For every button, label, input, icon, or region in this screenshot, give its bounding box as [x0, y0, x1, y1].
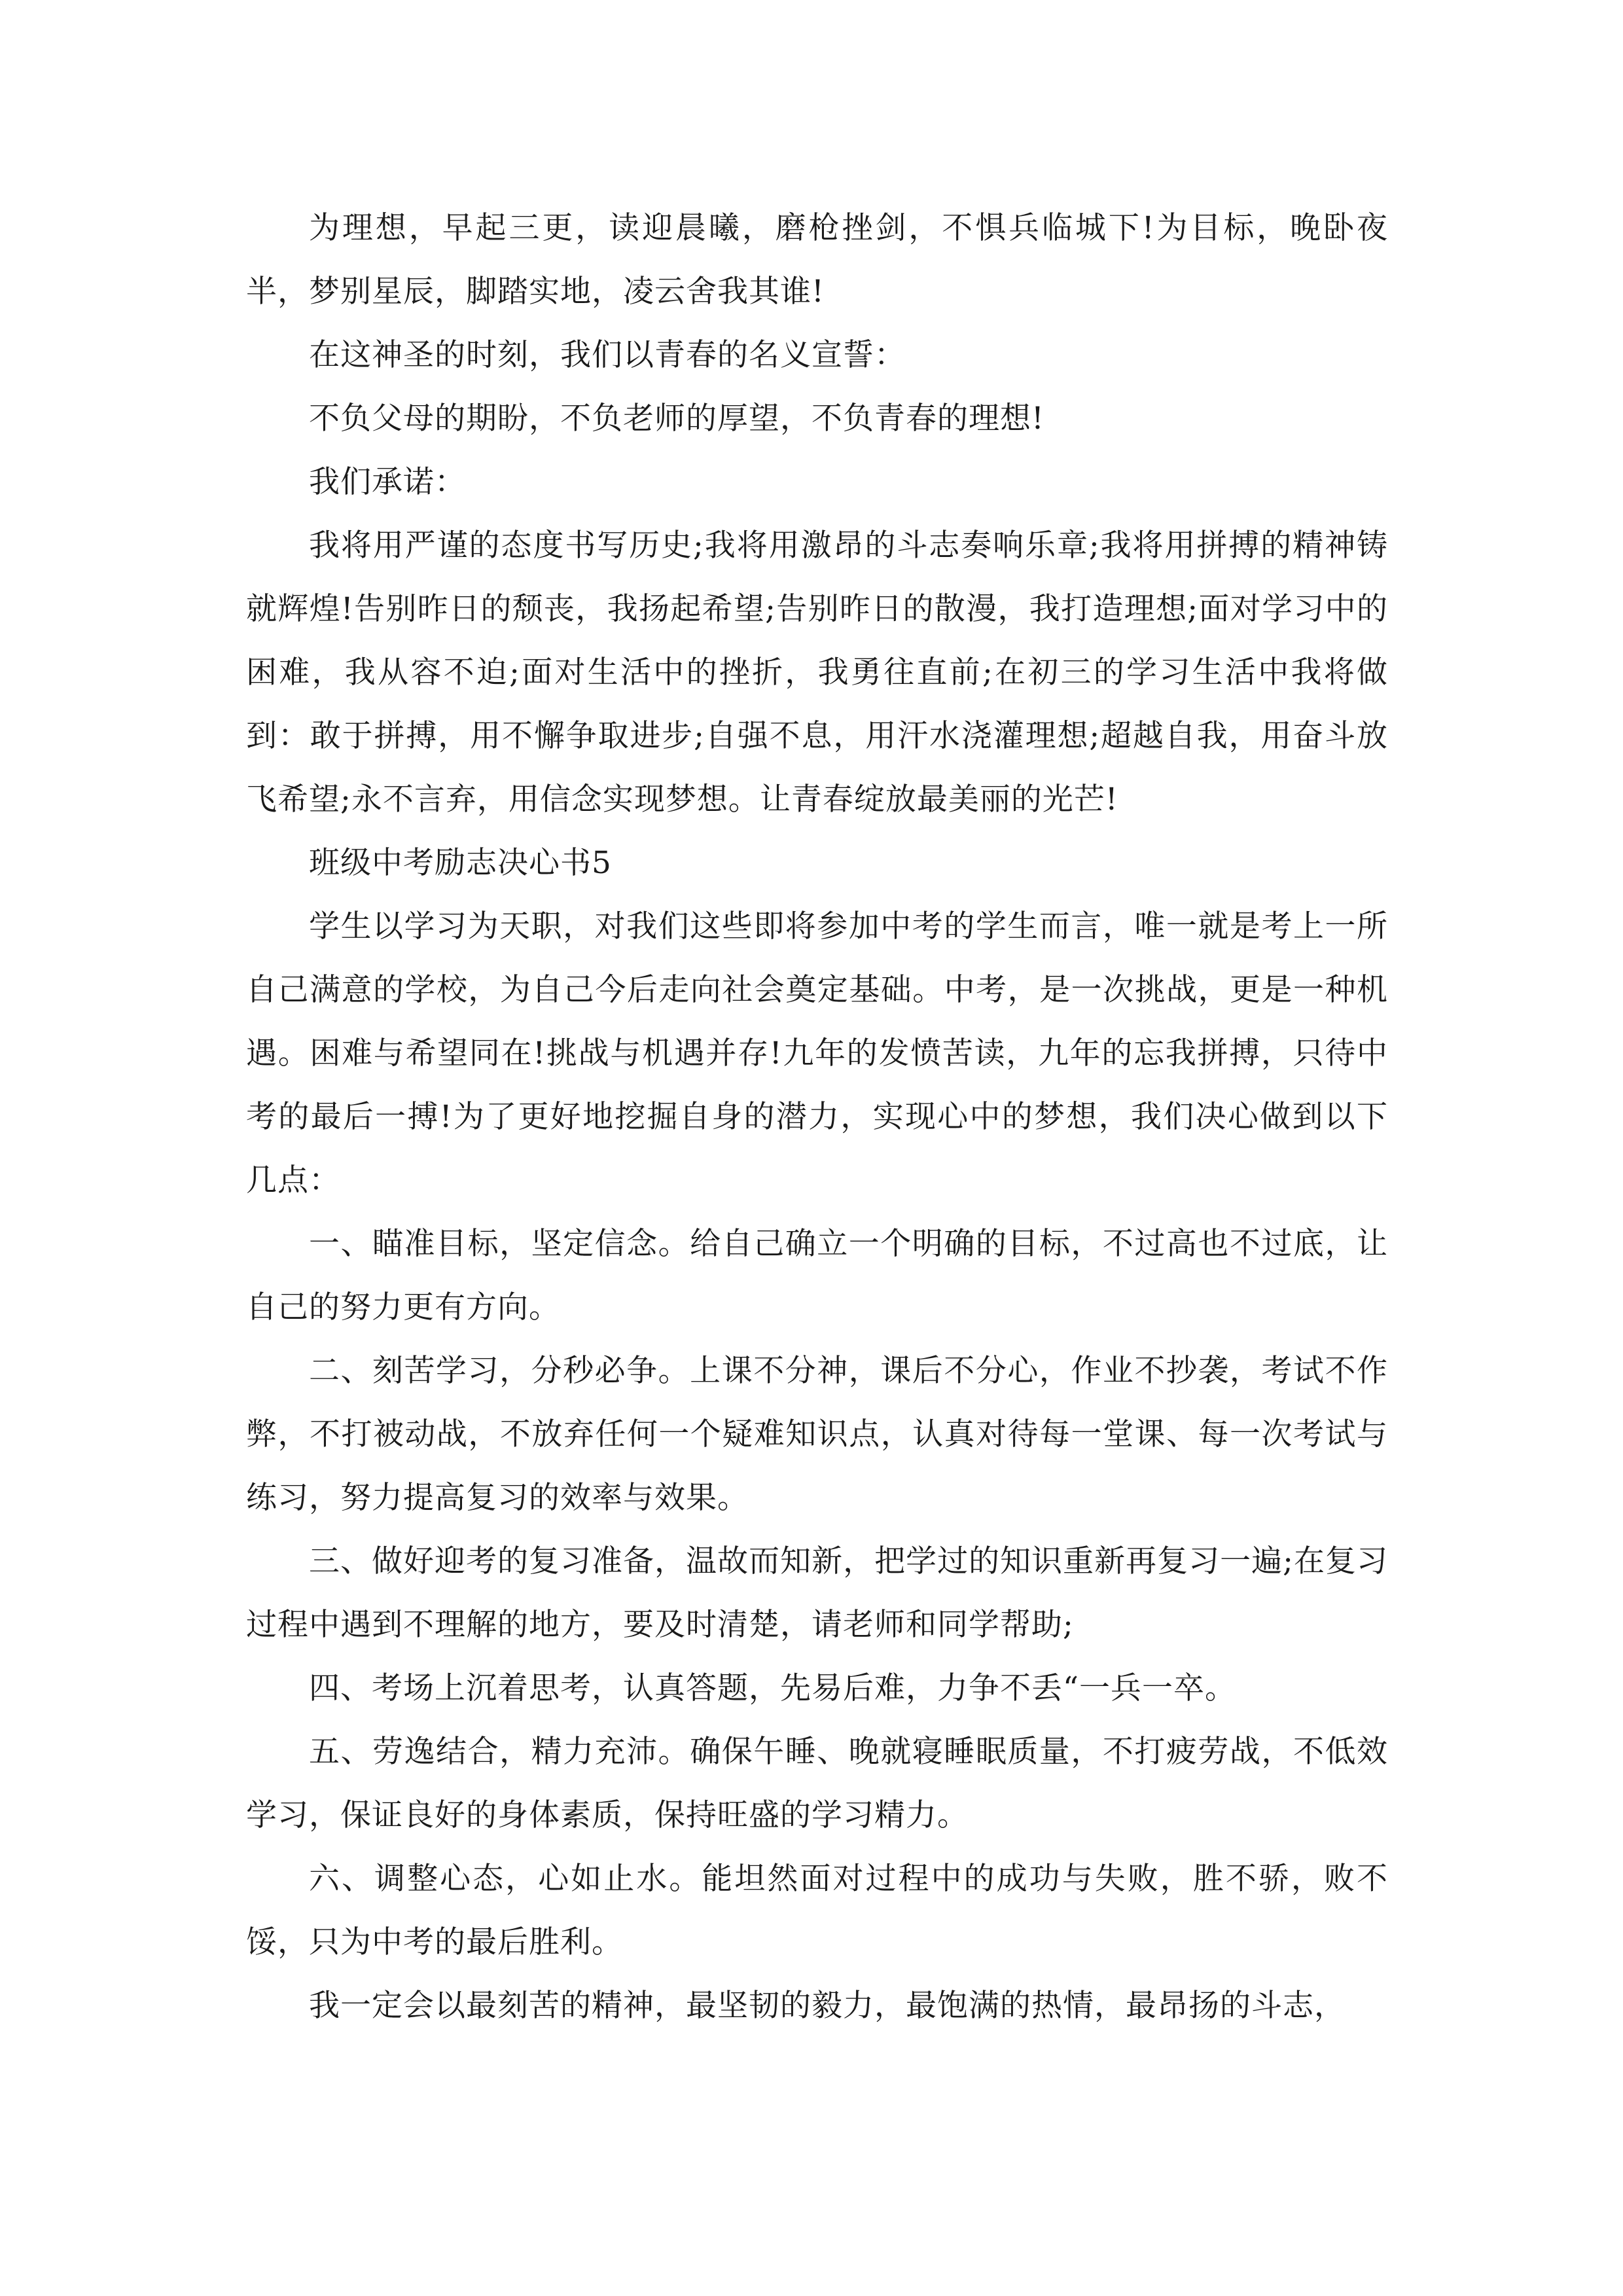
paragraph-promise-heading: 我们承诺：: [309, 464, 466, 500]
list-item-6: 六、调整心态，心如止水。能坦然面对过程中的成功与失败，胜不骄，败不馁，只为中考的最后胜利。: [246, 1861, 1388, 1960]
section-title: 班级中考励志决心书5: [309, 845, 612, 881]
list-item-1: 一、瞄准目标，坚定信念。给自己确立一个明确的目标，不过高也不过底，让自己的努力更有方向。: [246, 1226, 1388, 1325]
paragraph-oath: 不负父母的期盼，不负老师的厚望，不负青春的理想!: [309, 401, 1044, 437]
list-item-5: 五、劳逸结合，精力充沛。确保午睡、晚就寝睡眠质量，不打疲劳战，不低效学习，保证良好的身体素质，保持旺盛的学习精力。: [246, 1734, 1388, 1833]
paragraph-promise: 我将用严谨的态度书写历史;我将用激昂的斗志奏响乐章;我将用拼搏的精神铸就辉煌!告别昨日的颓丧，我扬起希望;告别昨日的散漫，我打造理想;面对学习中的困难，我从容不迫;面对生活中的挫折，我勇往直前;在初三的学习生活中我将做到：敢于拼搏，用不懈争取进步;自强不息，用汗水浇灌理想;超越自我，用奋斗放飞希望;永不言弃，用信念实现梦想。让青春绽放最美丽的光芒!: [246, 528, 1388, 817]
document-body: [246, 196, 1388, 2037]
list-item-4: 四、考场上沉着思考，认真答题，先易后难，力争不丢“一兵一卒。: [309, 1670, 1237, 1706]
paragraph-intro: 学生以学习为天职，对我们这些即将参加中考的学生而言，唯一就是考上一所自己满意的学校，为自己今后走向社会奠定基础。中考，是一次挑战，更是一种机遇。困难与希望同在!挑战与机遇并存!九年的发愤苦读，九年的忘我拼搏，只待中考的最后一搏!为了更好地挖掘自身的潜力，实现心中的梦想，我们决心做到以下几点：: [246, 908, 1388, 1198]
paragraph-oath-intro: 在这神圣的时刻，我们以青春的名义宣誓：: [309, 337, 906, 373]
list-item-3: 三、做好迎考的复习准备，温故而知新，把学过的知识重新再复习一遍;在复习过程中遇到不理解的地方，要及时清楚，请老师和同学帮助;: [246, 1543, 1388, 1643]
paragraph-ideal: 为理想，早起三更，读迎晨曦，磨枪挫剑，不惧兵临城下!为目标，晚卧夜半，梦别星辰，脚踏实地，凌云舍我其谁!: [246, 210, 1388, 310]
list-item-2: 二、刻苦学习，分秒必争。上课不分神，课后不分心，作业不抄袭，考试不作弊，不打被动战，不放弃任何一个疑难知识点，认真对待每一堂课、每一次考试与练习，努力提高复习的效率与效果。: [246, 1353, 1388, 1516]
paragraph-closing: 我一定会以最刻苦的精神，最坚韧的毅力，最饱满的热情，最昂扬的斗志，: [309, 1988, 1346, 2024]
